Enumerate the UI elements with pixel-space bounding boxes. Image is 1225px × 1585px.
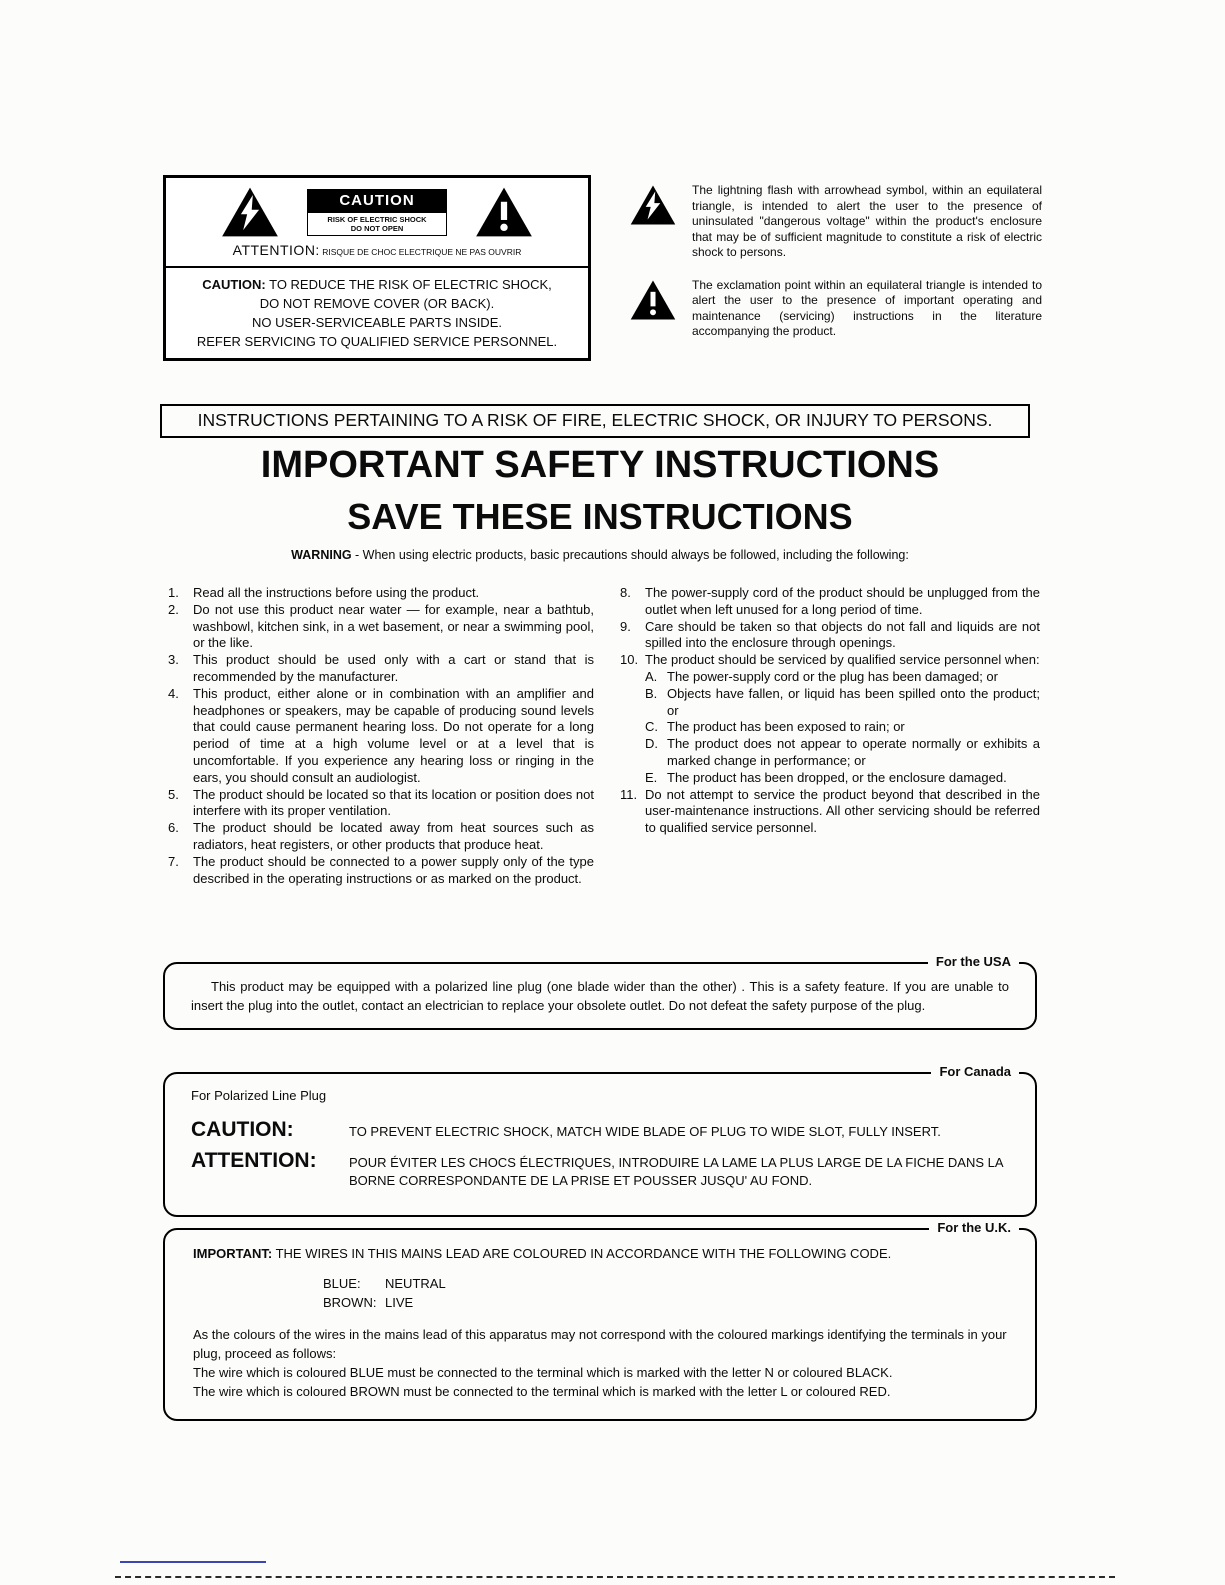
instruction-text: Care should be taken so that objects do not fall and liquids are not spilled into the enclosure through openings. <box>645 618 1040 651</box>
exclamation-explanation-row <box>630 278 1042 340</box>
warning-text: - When using electric products, basic precautions should always be followed, including the following: <box>351 548 909 562</box>
exclamation-explanation-text: The exclamation point within an equilateral triangle is intended to alert the user to the presence of important operating and maintenance (servicing) instructions in the literature accompanying the product. <box>692 277 1042 338</box>
instruction-text: The product should be connected to a power supply only of the type described in the operating instructions or as marked on the product. <box>193 853 594 886</box>
instruction-text: The product has been dropped, or the enclosure damaged. <box>667 769 1007 785</box>
instruction-item-8 <box>620 585 1040 619</box>
uk-paragraph-3: The wire which is coloured BROWN must be connected to the terminal which is marked with the letter L or coloured RED. <box>193 1384 891 1399</box>
warning-label: WARNING <box>291 548 352 562</box>
instruction-number: 9. <box>620 618 631 634</box>
instruction-number: 8. <box>620 585 631 600</box>
uk-paragraph-1: As the colours of the wires in the mains lead of this apparatus may not correspond with the coloured markings identifying the terminals in your plug, proceed as follows: <box>193 1327 1007 1361</box>
instruction-subitem-d <box>645 736 1040 770</box>
exclamation-triangle-icon <box>475 187 533 237</box>
canada-attention-row <box>191 1149 1009 1190</box>
instruction-item-9 <box>620 619 1040 653</box>
attention-line <box>166 242 588 260</box>
caution-text-line: NO USER-SERVICEABLE PARTS INSIDE. <box>252 315 502 330</box>
lightning-triangle-icon <box>221 187 279 237</box>
uk-notice-box <box>163 1220 1037 1421</box>
instruction-text: The product should be serviced by qualified service personnel when: <box>645 652 1040 668</box>
instruction-item-4 <box>168 686 594 787</box>
attention-label: ATTENTION: <box>232 242 320 258</box>
instruction-item-2 <box>168 602 594 652</box>
wire-brown-label: BROWN: <box>323 1295 377 1310</box>
canada-caution-label: CAUTION: <box>191 1118 294 1141</box>
page-edge-line <box>115 1576 1115 1578</box>
fire-shock-banner: INSTRUCTIONS PERTAINING TO A RISK OF FIRE, ELECTRIC SHOCK, OR INJURY TO PERSONS. <box>160 404 1030 438</box>
instruction-number: 11. <box>620 786 638 802</box>
symbol-explanations <box>630 183 1042 357</box>
risk-of-shock-label <box>307 213 447 236</box>
warning-line <box>0 548 1200 562</box>
instruction-number: 1. <box>168 585 179 600</box>
instruction-text: Read all the instructions before using the product. <box>193 585 480 600</box>
instructions-right-column <box>620 585 1040 837</box>
instruction-text: Objects have fallen, or liquid has been spilled onto the product; or <box>667 685 1040 718</box>
instruction-number: 4. <box>168 685 179 701</box>
caution-text-line: CAUTION: TO REDUCE THE RISK OF ELECTRIC SHOCK, <box>202 277 552 292</box>
instruction-text: The power-supply cord or the plug has been damaged; or <box>667 668 998 684</box>
instruction-number: 2. <box>168 601 179 617</box>
wire-brown-row <box>323 1293 1007 1312</box>
page-edge-mark <box>120 1561 266 1563</box>
page-title: IMPORTANT SAFETY INSTRUCTIONS <box>260 444 940 486</box>
wire-blue-row <box>323 1274 1007 1293</box>
instruction-text: Do not use this product near water — for example, near a bathtub, washbowl, kitchen sink, in a wet basement, or near a swimming pool, or the like. <box>193 601 594 651</box>
instruction-text: This product, either alone or in combination with an amplifier and headphones or speakers, may be capable of producing sound levels that could cause permanent hearing loss. Do not operate for a long period of time at a high volume level or at a level that is uncomfortable. If you experience any hearing loss or ringing in the ears, you should consult an audiologist. <box>193 685 594 785</box>
caution-label: CAUTION <box>307 189 447 213</box>
wire-blue-label: BLUE: <box>323 1276 361 1291</box>
instruction-item-1 <box>168 585 594 602</box>
instruction-text: Do not attempt to service the product beyond that described in the user-maintenance instructions. All other servicing should be referred to qualified service personnel. <box>645 786 1040 836</box>
exclamation-triangle-icon <box>630 278 676 340</box>
instruction-subitem-b <box>645 686 1040 720</box>
instruction-item-6 <box>168 820 594 854</box>
instruction-subitem-a <box>645 669 1040 686</box>
uk-important-line <box>193 1246 1007 1261</box>
uk-important-text: THE WIRES IN THIS MAINS LEAD ARE COLOURED IN ACCORDANCE WITH THE FOLLOWING CODE. <box>272 1246 892 1261</box>
instruction-letter: C. <box>645 719 658 735</box>
instruction-subitem-e <box>645 770 1040 787</box>
canada-attention-text: POUR ÉVITER LES CHOCS ÉLECTRIQUES, INTRODUIRE LA LAME LA PLUS LARGE DE LA FICHE DANS LA BORNE CORRESPONDANTE DE LA PRISE ET POUSSER JUSQU' AU FOND. <box>349 1155 1003 1188</box>
canada-notice-box <box>163 1064 1037 1217</box>
instruction-item-10 <box>620 652 1040 669</box>
instruction-text: The product does not appear to operate normally or exhibits a marked change in performance; or <box>667 736 1040 768</box>
instruction-letter: D. <box>645 736 658 752</box>
instruction-item-5 <box>168 787 594 821</box>
lightning-triangle-icon <box>630 183 676 261</box>
canada-box-label: For Canada <box>931 1064 1019 1079</box>
instruction-number: 10. <box>620 652 639 668</box>
risk-line-1: RISK OF ELECTRIC SHOCK <box>327 214 427 224</box>
caution-label-stack <box>307 189 447 236</box>
lightning-explanation-row <box>630 183 1042 261</box>
instruction-text: The product has been exposed to rain; or <box>667 719 905 735</box>
instruction-text: The product should be located so that its location or position does not interfere with its proper ventilation. <box>193 786 594 819</box>
instruction-text: The power-supply cord of the product should be unplugged from the outlet when left unused for a long period of time. <box>645 585 1040 617</box>
attention-french-text: RISQUE DE CHOC ELECTRIQUE NE PAS OUVRIR <box>319 247 522 257</box>
caution-text-line: DO NOT REMOVE COVER (OR BACK). <box>259 296 495 311</box>
canada-caution-row <box>191 1118 1009 1142</box>
lightning-explanation-text: The lightning flash with arrowhead symbol, within an equilateral triangle, is intended to alert the user to the presence of uninsulated "dangerous voltage" within the product's enclosure that may be of sufficient magnitude to constitute a risk of electric shock to persons. <box>692 183 1042 259</box>
polarized-plug-intro: For Polarized Line Plug <box>191 1088 327 1103</box>
risk-line-2: DO NOT OPEN <box>350 223 404 233</box>
instruction-item-7 <box>168 854 594 888</box>
instruction-letter: E. <box>645 769 658 785</box>
usa-notice-box <box>163 954 1037 1030</box>
caution-box-top <box>166 178 588 237</box>
uk-box-label: For the U.K. <box>929 1220 1019 1235</box>
instruction-item-11 <box>620 787 1040 837</box>
usa-notice-text: This product may be equipped with a polarized line plug (one blade wider than the other) . This is a safety feature. If you are unable to insert the plug into the outlet, contact an electrician to replace your obsolete outlet. Do not defeat the safety purpose of the plug. <box>191 979 1009 1013</box>
instruction-item-3 <box>168 652 594 686</box>
uk-important-label: IMPORTANT: <box>193 1246 273 1261</box>
instruction-number: 6. <box>168 820 179 836</box>
caution-text-line: REFER SERVICING TO QUALIFIED SERVICE PERSONNEL. <box>196 334 558 349</box>
instruction-letter: A. <box>645 668 658 684</box>
instruction-subitem-c <box>645 719 1040 736</box>
instructions-left-column <box>168 585 594 887</box>
instruction-letter: B. <box>645 685 658 701</box>
usa-box-label: For the USA <box>928 954 1019 969</box>
canada-caution-text: TO PREVENT ELECTRIC SHOCK, MATCH WIDE BLADE OF PLUG TO WIDE SLOT, FULLY INSERT. <box>349 1124 941 1139</box>
caution-text-block <box>166 268 588 351</box>
wire-blue-value: NEUTRAL <box>385 1276 446 1291</box>
instruction-text: This product should be used only with a cart or stand that is recommended by the manufacturer. <box>193 652 594 684</box>
wire-colour-code <box>323 1274 1007 1312</box>
uk-paragraph-2: The wire which is coloured BLUE must be connected to the terminal which is marked with the letter N or coloured BLACK. <box>193 1365 893 1380</box>
instruction-number: 3. <box>168 652 179 668</box>
wire-brown-value: LIVE <box>385 1295 414 1310</box>
instruction-text: The product should be located away from heat sources such as radiators, heat registers, or other products that produce heat. <box>193 820 594 852</box>
instruction-number: 5. <box>168 786 179 802</box>
caution-warning-box <box>163 175 591 361</box>
page-subtitle: SAVE THESE INSTRUCTIONS <box>347 496 853 537</box>
instruction-number: 7. <box>168 853 179 869</box>
canada-attention-label: ATTENTION: <box>191 1149 317 1172</box>
